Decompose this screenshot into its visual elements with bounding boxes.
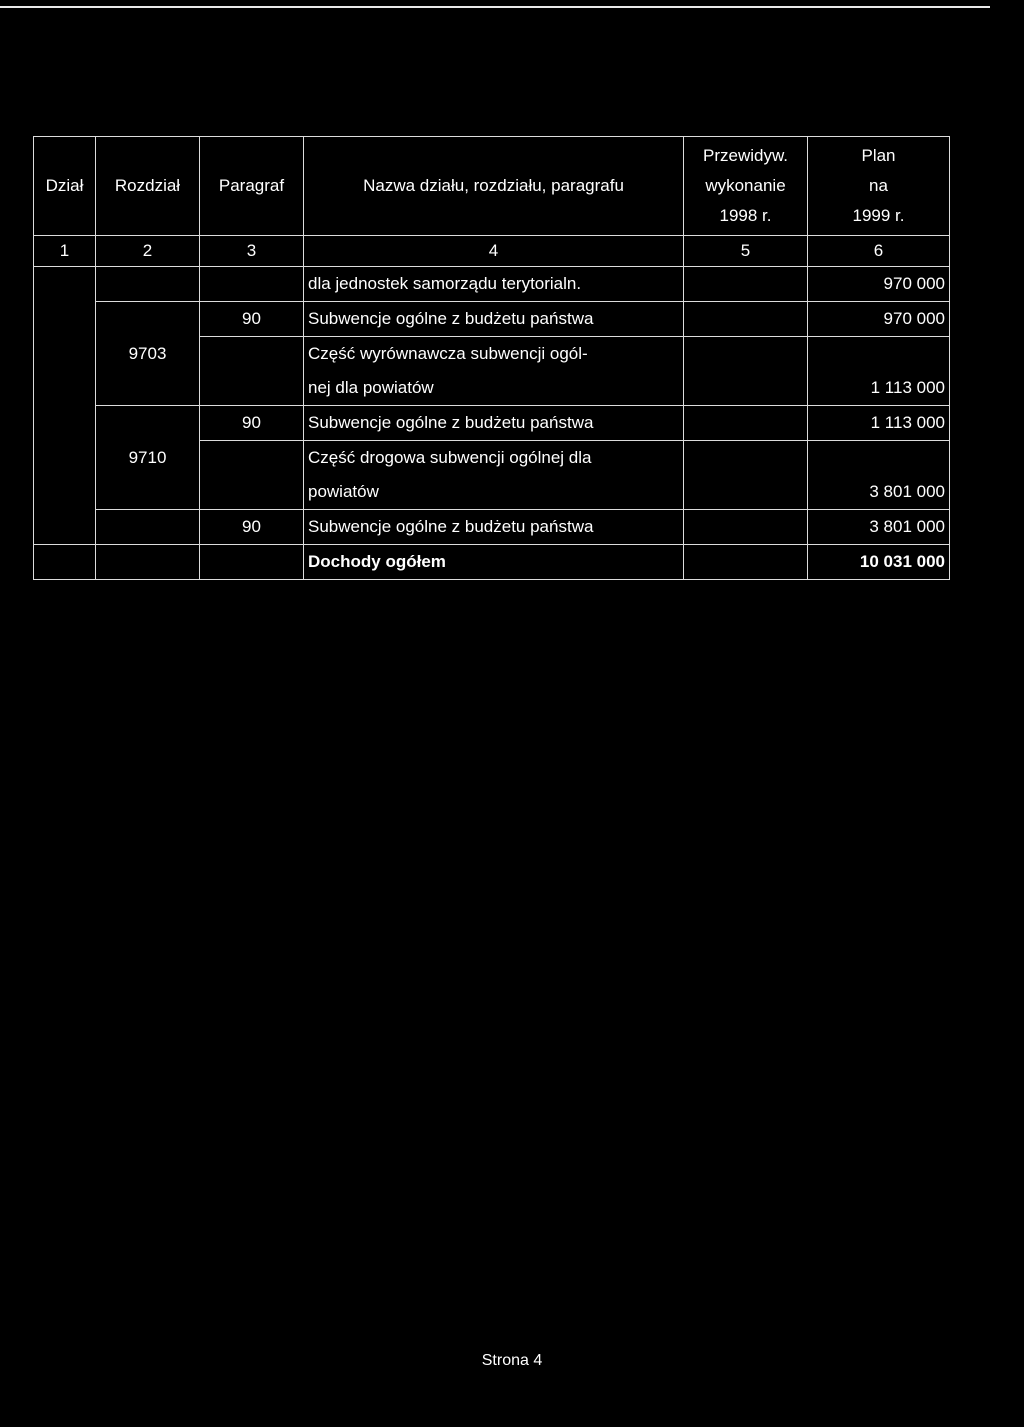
column-number: 5 xyxy=(684,236,808,267)
cell-rozdzial xyxy=(96,302,200,337)
total-row xyxy=(34,545,950,580)
cell-nazwa: Subwencje ogólne z budżetu państwa xyxy=(304,302,684,337)
header-paragraf: Paragraf xyxy=(200,137,304,236)
header-przewidyw xyxy=(684,137,808,236)
header-plan-line2: na xyxy=(869,176,888,195)
cell-dzial xyxy=(34,337,96,372)
column-number: 1 xyxy=(34,236,96,267)
cell-paragraf xyxy=(200,267,304,302)
cell-plan xyxy=(808,441,950,476)
cell-paragraf xyxy=(200,337,304,372)
cell-dzial xyxy=(34,406,96,441)
cell-plan: 1 113 000 xyxy=(808,406,950,441)
cell-rozdzial xyxy=(96,475,200,510)
cell-nazwa: powiatów xyxy=(304,475,684,510)
cell-paragraf: 90 xyxy=(200,510,304,545)
header-przewidyw-line1: Przewidyw. xyxy=(702,146,789,165)
cell-dzial xyxy=(34,441,96,476)
cell-dzial xyxy=(34,475,96,510)
cell-nazwa: Subwencje ogólne z budżetu państwa xyxy=(304,406,684,441)
cell-nazwa: dla jednostek samorządu terytorialn. xyxy=(304,267,684,302)
header-rozdzial: Rozdział xyxy=(96,137,200,236)
cell-dzial xyxy=(34,267,96,302)
cell-plan xyxy=(808,337,950,372)
page-footer: Strona 4 xyxy=(481,1352,543,1369)
cell-empty xyxy=(684,545,808,580)
cell-nazwa: Część wyrównawcza subwencji ogól- xyxy=(304,337,684,372)
cell-przewidyw xyxy=(684,337,808,372)
cell-dzial xyxy=(34,371,96,406)
cell-przewidyw xyxy=(684,475,808,510)
cell-empty xyxy=(34,545,96,580)
cell-rozdzial: 9703 xyxy=(96,337,200,372)
cell-przewidyw xyxy=(684,406,808,441)
table-header-row xyxy=(34,137,950,236)
column-number: 6 xyxy=(808,236,950,267)
cell-nazwa: nej dla powiatów xyxy=(304,371,684,406)
total-value: 10 031 000 xyxy=(808,545,950,580)
total-label: Dochody ogółem xyxy=(304,545,684,580)
header-dzial: Dział xyxy=(34,137,96,236)
cell-plan: 1 113 000 xyxy=(808,371,950,406)
header-plan-line3: 1999 r. xyxy=(852,206,905,225)
table-row xyxy=(34,302,950,337)
cell-paragraf xyxy=(200,441,304,476)
cell-paragraf: 90 xyxy=(200,406,304,441)
cell-rozdzial xyxy=(96,267,200,302)
cell-przewidyw xyxy=(684,371,808,406)
cell-paragraf xyxy=(200,371,304,406)
table-row xyxy=(34,267,950,302)
table-row xyxy=(34,406,950,441)
table-row xyxy=(34,337,950,372)
top-rule xyxy=(0,6,990,8)
header-nazwa: Nazwa działu, rozdziału, paragrafu xyxy=(304,137,684,236)
cell-przewidyw xyxy=(684,510,808,545)
header-przewidyw-line2: wykonanie xyxy=(705,176,786,195)
cell-dzial xyxy=(34,510,96,545)
cell-paragraf xyxy=(200,475,304,510)
cell-rozdzial xyxy=(96,371,200,406)
table-row xyxy=(34,510,950,545)
cell-rozdzial xyxy=(96,406,200,441)
column-number: 2 xyxy=(96,236,200,267)
cell-plan: 3 801 000 xyxy=(808,475,950,510)
cell-empty xyxy=(96,545,200,580)
table-row xyxy=(34,371,950,406)
column-number-row xyxy=(34,236,950,267)
cell-plan: 970 000 xyxy=(808,302,950,337)
header-plan-line1: Plan xyxy=(861,146,896,165)
cell-empty xyxy=(200,545,304,580)
cell-przewidyw xyxy=(684,441,808,476)
cell-rozdzial xyxy=(96,510,200,545)
table-row xyxy=(34,475,950,510)
cell-nazwa: Subwencje ogólne z budżetu państwa xyxy=(304,510,684,545)
budget-table xyxy=(33,136,950,580)
cell-rozdzial: 9710 xyxy=(96,441,200,476)
header-przewidyw-line3: 1998 r. xyxy=(719,206,772,225)
cell-paragraf: 90 xyxy=(200,302,304,337)
cell-plan: 3 801 000 xyxy=(808,510,950,545)
cell-dzial xyxy=(34,302,96,337)
header-plan xyxy=(808,137,950,236)
table-row xyxy=(34,441,950,476)
cell-przewidyw xyxy=(684,267,808,302)
cell-nazwa: Część drogowa subwencji ogólnej dla xyxy=(304,441,684,476)
cell-przewidyw xyxy=(684,302,808,337)
cell-plan: 970 000 xyxy=(808,267,950,302)
column-number: 3 xyxy=(200,236,304,267)
column-number: 4 xyxy=(304,236,684,267)
